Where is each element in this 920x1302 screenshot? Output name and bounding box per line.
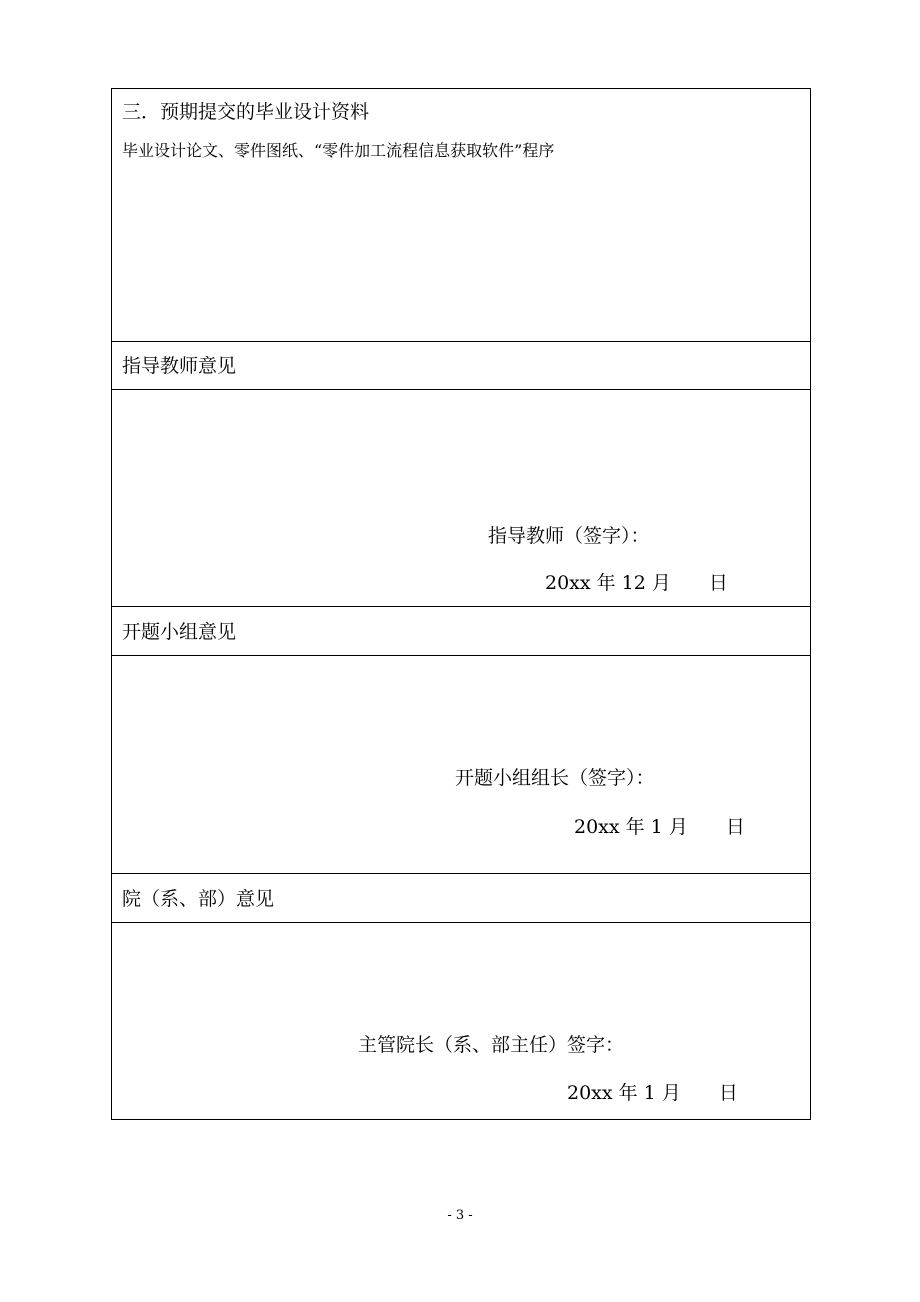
advisor-signature-label: 指导教师（签字）： (488, 525, 650, 547)
department-opinion-header: 院（系、部）意见 (122, 888, 275, 910)
page-number: - 3 - (447, 1208, 473, 1223)
department-opinion-header-row (112, 874, 810, 923)
group-date: 20xx 年 1 月 日 (574, 816, 745, 838)
group-opinion-header-row (112, 607, 810, 656)
opinion-form-table (111, 88, 811, 1120)
advisor-opinion-header: 指导教师意见 (122, 355, 237, 377)
group-leader-signature-label: 开题小组组长（签字）： (455, 767, 655, 789)
department-opinion-body (112, 923, 810, 1119)
dean-signature-label: 主管院长（系、部主任）签字： (358, 1034, 625, 1056)
deliverables-content: 毕业设计论文、零件图纸、“零件加工流程信息获取软件”程序 (122, 141, 555, 160)
advisor-date: 20xx 年 12 月 日 (545, 572, 728, 594)
advisor-opinion-header-row (112, 342, 810, 390)
group-opinion-body (112, 656, 810, 874)
section-heading: 三．预期提交的毕业设计资料 (122, 101, 370, 123)
section-expected-deliverables (112, 89, 810, 342)
department-date: 20xx 年 1 月 日 (567, 1082, 738, 1104)
group-opinion-header: 开题小组意见 (122, 621, 237, 643)
advisor-opinion-body (112, 390, 810, 607)
